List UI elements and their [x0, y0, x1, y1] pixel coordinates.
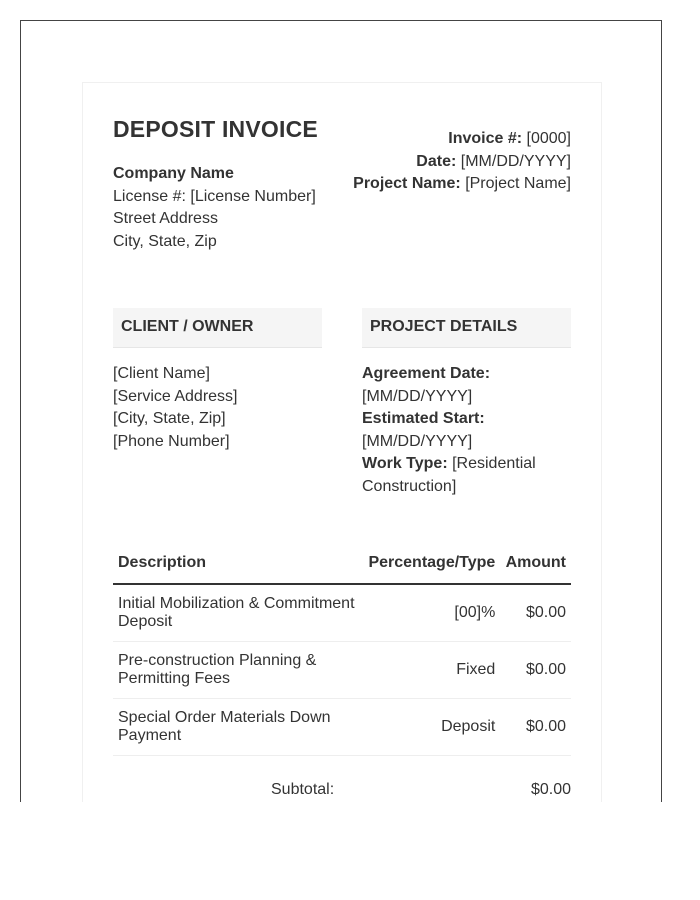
project-details-heading: PROJECT DETAILS: [362, 308, 571, 348]
agreement-date-value: [MM/DD/YYYY]: [362, 387, 473, 405]
row-amount: $0.00: [500, 699, 571, 756]
table-row: [113, 642, 571, 699]
invoice-title: DEPOSIT INVOICE: [113, 116, 318, 142]
work-type-label: Work Type:: [362, 455, 448, 472]
client-phone: [Phone Number]: [113, 432, 230, 450]
invoice-date-line: [353, 151, 571, 174]
invoice-number-value: [0000]: [526, 130, 571, 147]
invoice-number-label: Invoice #:: [448, 130, 523, 147]
percentage-type-header: Percentage/Type: [363, 543, 500, 584]
estimated-start-value: [MM/DD/YYYY]: [362, 432, 473, 450]
row-description: Pre-construction Planning & Permitting Fees: [113, 642, 363, 699]
work-type-line: [362, 453, 571, 498]
company-name: Company Name: [113, 165, 234, 182]
table-row: [113, 699, 571, 756]
company-info: [113, 163, 316, 253]
description-header: Description: [113, 543, 363, 584]
project-name-label: Project Name:: [353, 175, 461, 192]
work-type-value: [Residential Construction]: [362, 455, 536, 495]
table-header-row: [113, 543, 571, 584]
invoice-sheet: [82, 82, 602, 802]
table-row: [113, 584, 571, 642]
invoice-date-value: [MM/DD/YYYY]: [460, 152, 571, 170]
company-street: Street Address: [113, 210, 218, 227]
project-name-line: [353, 173, 571, 196]
client-owner-heading: CLIENT / OWNER: [113, 308, 322, 348]
project-details-info: [362, 363, 571, 498]
company-city: City, State, Zip: [113, 232, 217, 250]
row-type: [00]%: [363, 584, 500, 642]
agreement-date-label: Agreement Date:: [362, 365, 491, 382]
row-description: Initial Mobilization & Commitment Deposit: [113, 584, 363, 642]
client-info: [113, 363, 238, 453]
client-city: [City, State, Zip]: [113, 410, 226, 427]
project-name-value: [Project Name]: [465, 175, 571, 192]
estimated-start-label: Estimated Start:: [362, 410, 485, 427]
row-amount: $0.00: [500, 642, 571, 699]
subtotal-label: Subtotal:: [271, 781, 335, 798]
document-frame: [20, 20, 662, 802]
client-name: [Client Name]: [113, 365, 210, 382]
client-address: [Service Address]: [113, 387, 238, 405]
company-license: License #: [License Number]: [113, 187, 316, 205]
row-type: Deposit: [363, 699, 500, 756]
amount-header: Amount: [500, 543, 571, 584]
invoice-date-label: Date:: [416, 152, 457, 170]
line-items-table: [113, 543, 571, 756]
invoice-number-line: [353, 128, 571, 151]
row-description: Special Order Materials Down Payment: [113, 699, 363, 756]
row-type: Fixed: [363, 642, 500, 699]
subtotal-value: $0.00: [530, 781, 571, 798]
invoice-meta: [353, 128, 571, 196]
row-amount: $0.00: [500, 584, 571, 642]
